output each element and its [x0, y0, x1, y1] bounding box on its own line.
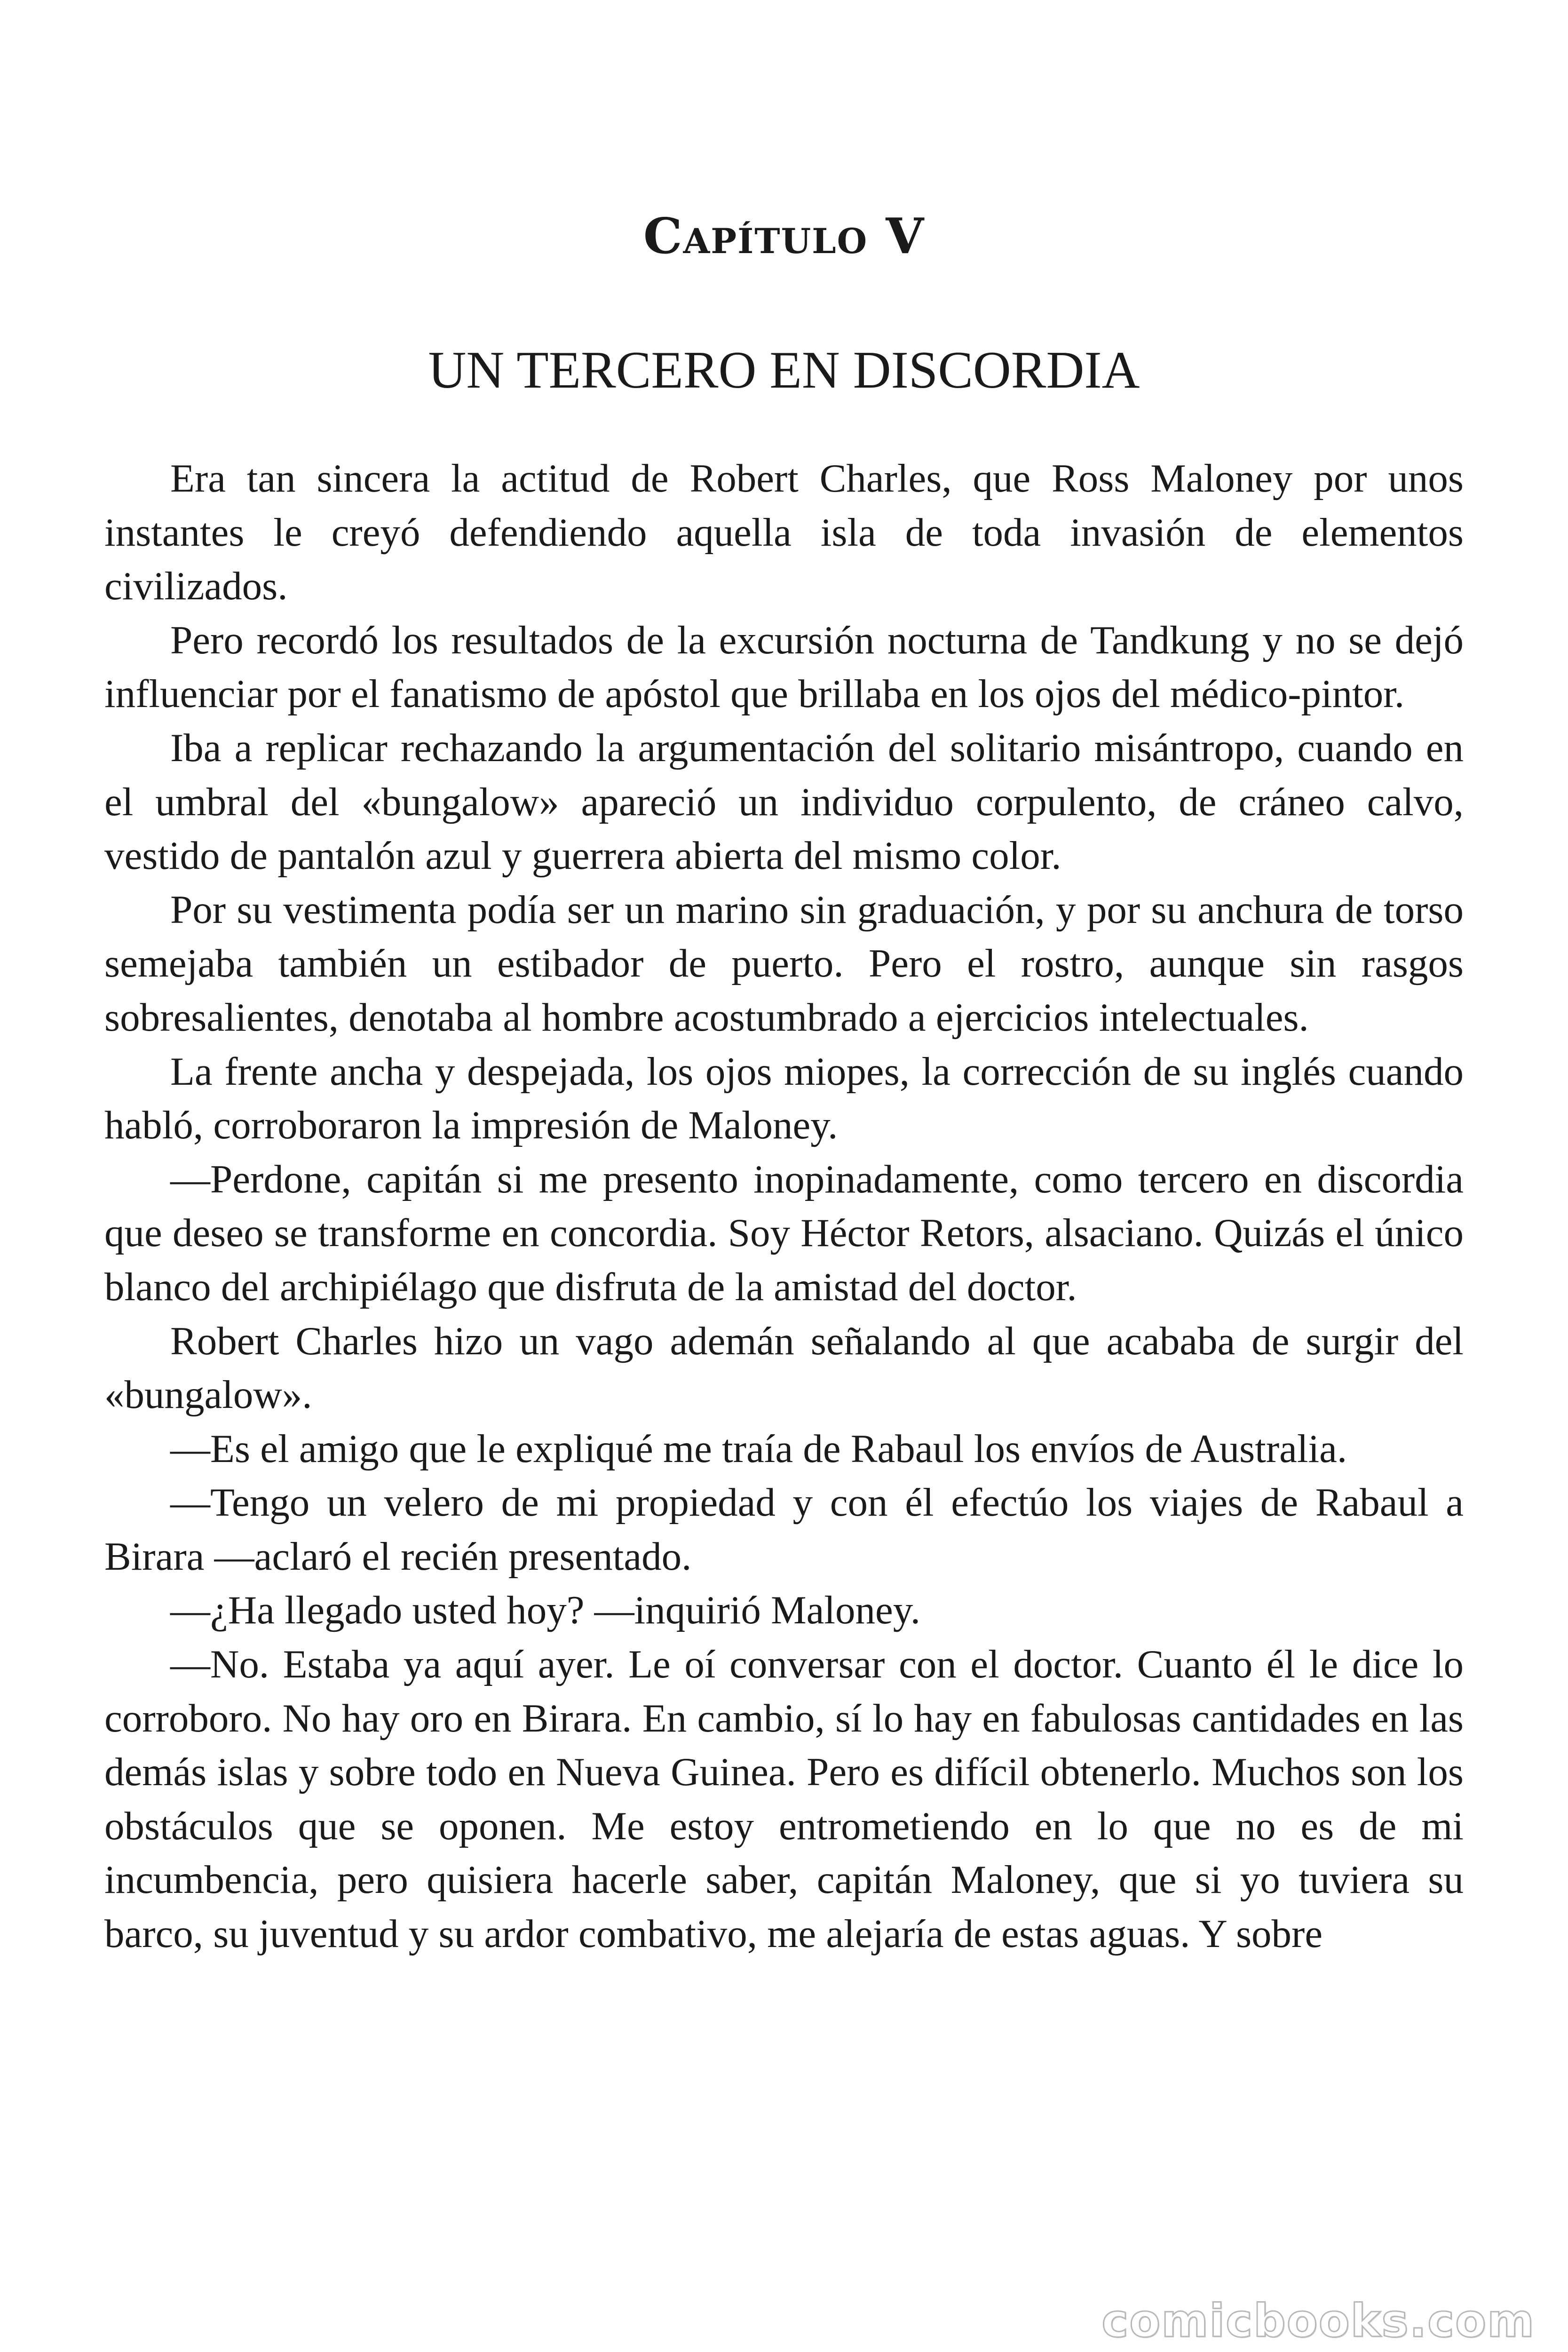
paragraph: —Perdone, capitán si me presento inopinadamente, como tercero en discordia que deseo se transforme en concordia. Soy Héctor Retors, alsaciano. Quizás el único blanco del archipiélago que disfruta de la amistad del doctor. — [104, 1157, 1464, 1309]
paragraph: Robert Charles hizo un vago ademán señalando al que acababa de surgir del «bungalow». — [104, 1319, 1464, 1417]
paragraph: Por su vestimenta podía ser un marino sin graduación, y por su anchura de torso semejaba también un estibador de puerto. Pero el rostro, aunque sin rasgos sobresalientes, denotaba al hombre acostumbrado a ejercicios intelectuales. — [104, 887, 1464, 1040]
paragraph: —¿Ha llegado usted hoy? —inquirió Maloney. — [170, 1588, 920, 1633]
chapter-label: Capítulo V — [643, 207, 925, 265]
body-text — [104, 452, 1464, 1961]
paragraph: —Tengo un velero de mi propiedad y con él efectúo los viajes de Rabaul a Birara —aclaró el recién presentado. — [104, 1480, 1464, 1579]
paragraph: —Es el amigo que le expliqué me traía de Rabaul los envíos de Australia. — [170, 1426, 1347, 1471]
paragraph: La frente ancha y despejada, los ojos miopes, la corrección de su inglés cuando habló, corroboraron la impresión de Maloney. — [104, 1049, 1464, 1148]
chapter-title: UN TERCERO EN DISCORDIA — [428, 341, 1140, 399]
paragraph: Pero recordó los resultados de la excursión nocturna de Tandkung y no se dejó influenciar por el fanatismo de apóstol que brillaba en los ojos del médico-pintor. — [104, 618, 1464, 716]
watermark-logo: comicbooks.com — [1101, 2295, 1535, 2347]
paragraph: Era tan sincera la actitud de Robert Charles, que Ross Maloney por unos instantes le creyó defendiendo aquella isla de toda invasión de elementos civilizados. — [104, 456, 1464, 609]
paragraph: —No. Estaba ya aquí ayer. Le oí conversar con el doctor. Cuanto él le dice lo corroboro. No hay oro en Birara. En cambio, sí lo hay en fabulosas cantidades en las demás islas y sobre todo en Nueva Guinea. Pero es difícil obtenerlo. Muchos son los obstáculos que se oponen. Me estoy entrometiendo en lo que no es de mi incumbencia, pero quisiera hacerle saber, capitán Maloney, que si yo tuviera su barco, su juventud y su ardor combativo, me alejaría de estas aguas. Y sobre — [104, 1642, 1464, 1956]
paragraph: Iba a replicar rechazando la argumentación del solitario misántropo, cuando en el umbral del «bungalow» apareció un individuo corpulento, de cráneo calvo, vestido de pantalón azul y guerrera abierta del mismo color. — [104, 725, 1464, 878]
